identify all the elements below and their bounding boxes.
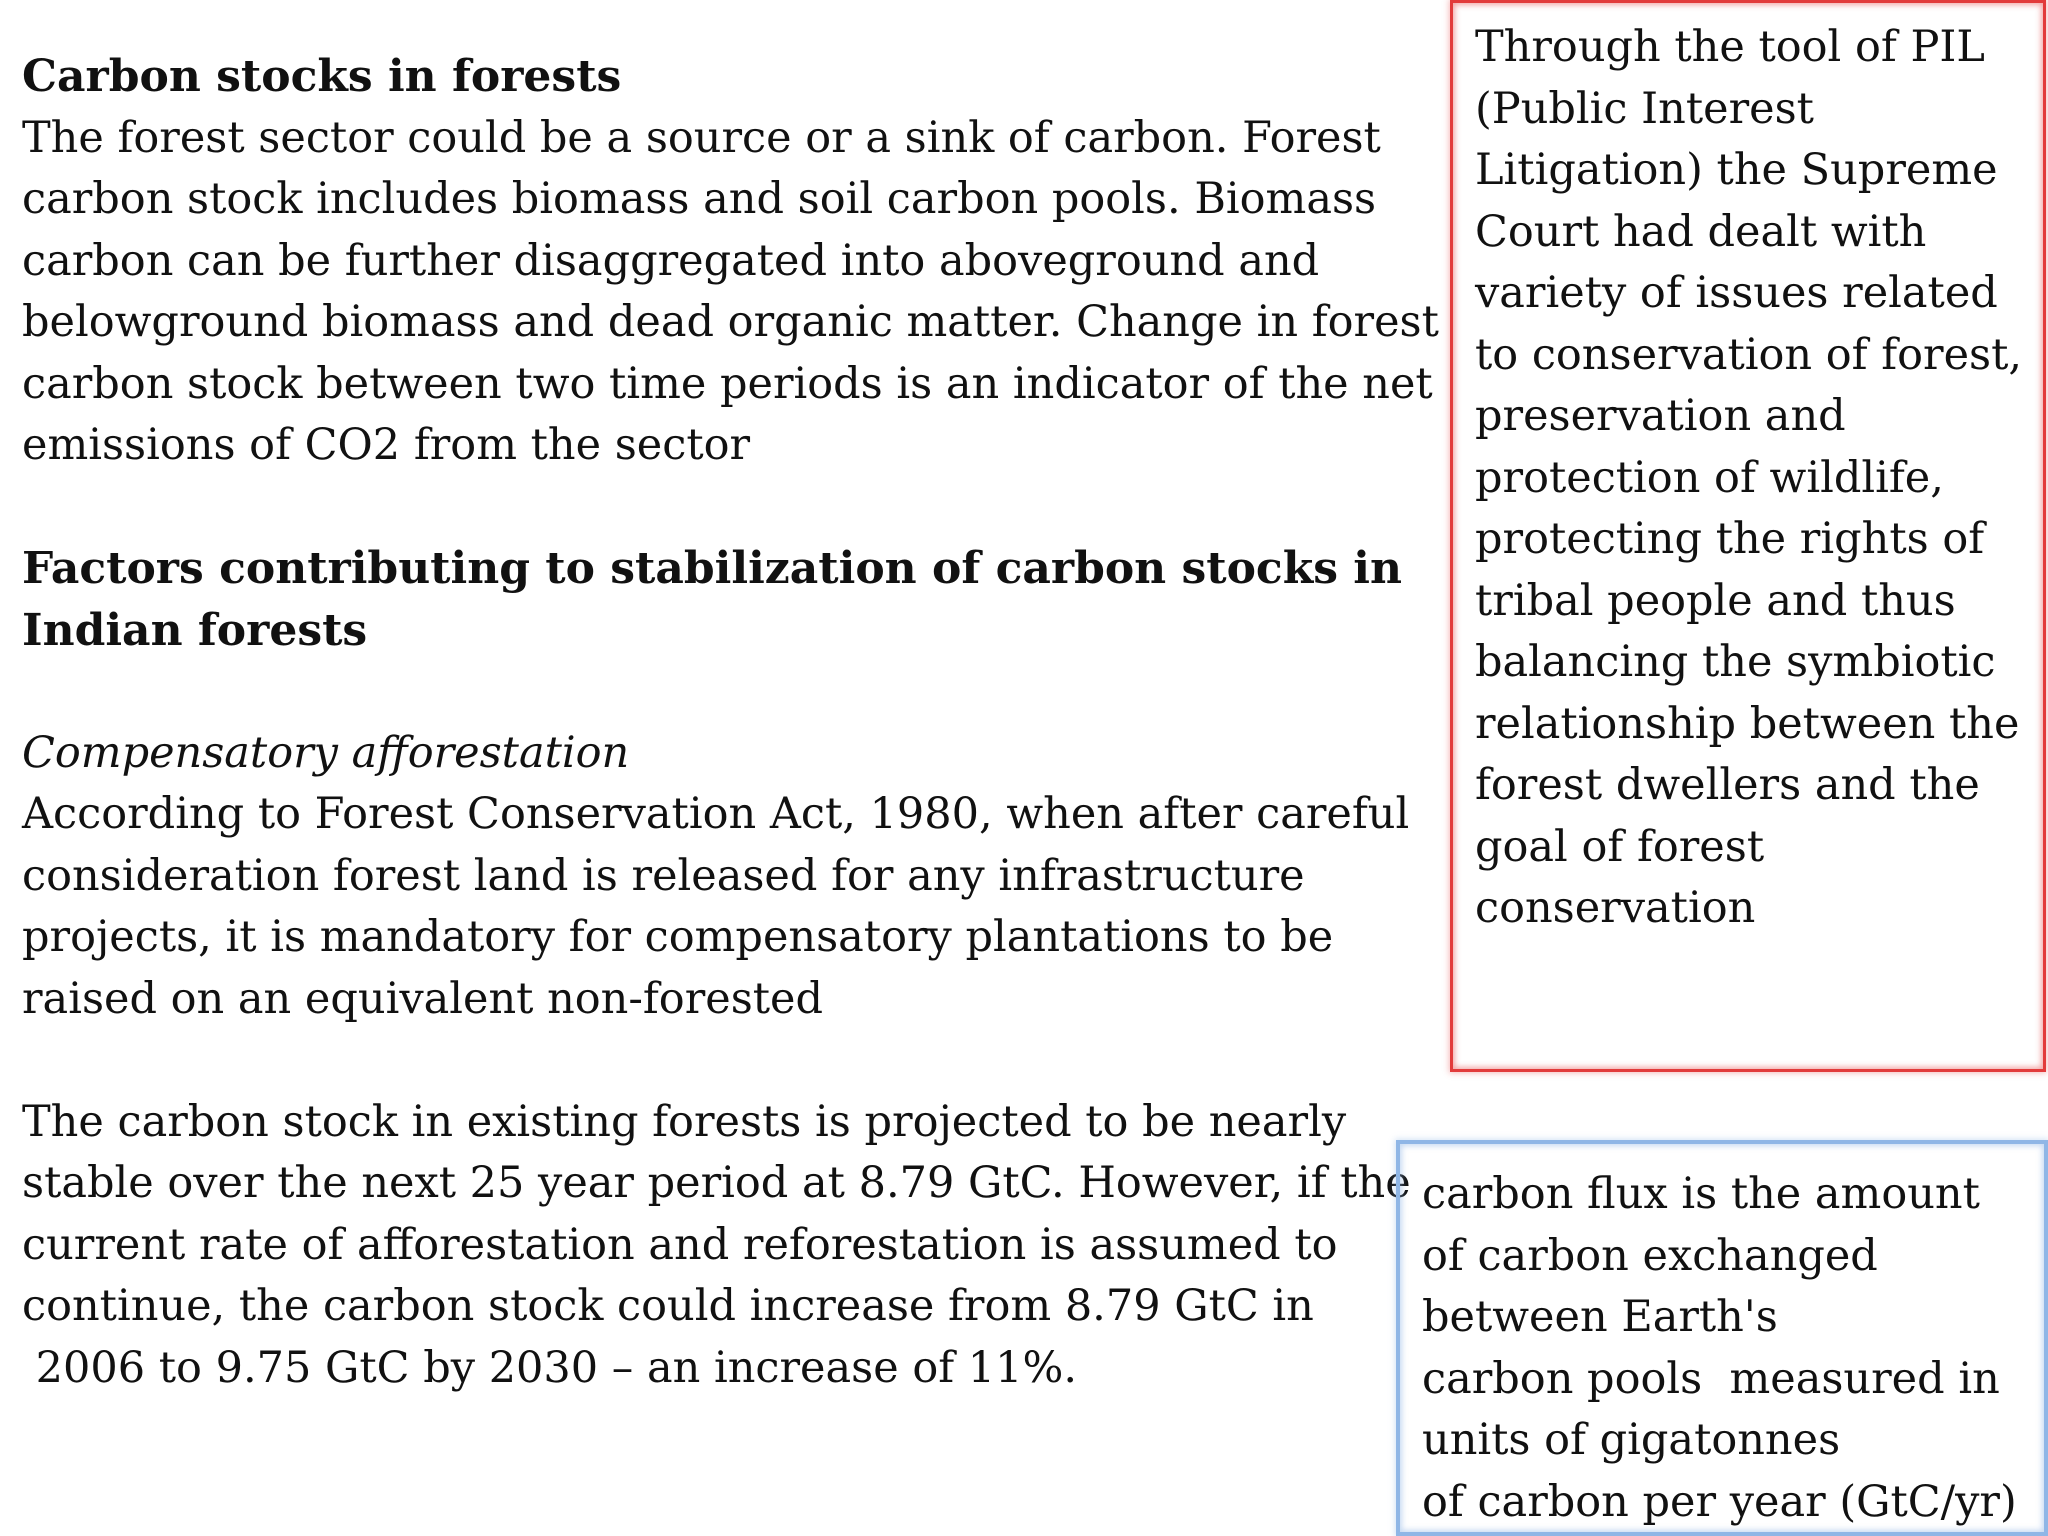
paragraph-line: carbon can be further disaggregated into aboveground and <box>22 235 1320 286</box>
note-line: balancing the symbiotic <box>1475 637 1996 687</box>
heading-line: Indian forests <box>22 604 368 656</box>
paragraph-line: belowground biomass and dead organic matter. Change in forest <box>22 297 1439 347</box>
paragraph-line: The carbon stock in existing forests is projected to be nearly <box>22 1096 1347 1147</box>
note-line: relationship between the <box>1475 698 2020 749</box>
paragraph-line: carbon stock between two time periods is an indicator of the net <box>22 358 1433 409</box>
note-line: carbon pools measured in <box>1422 1353 2000 1404</box>
note-line: preservation and <box>1475 391 1846 441</box>
section-heading-factors <box>22 538 1432 661</box>
spacer <box>22 477 1432 539</box>
spacer <box>22 661 1432 723</box>
paragraph-line: current rate of afforestation and reforestation is assumed to <box>22 1219 1338 1270</box>
compensatory-afforestation-paragraph <box>22 784 1432 1030</box>
subheading-compensatory-afforestation: Compensatory afforestation <box>22 727 630 778</box>
note-line: variety of issues related <box>1475 268 1998 318</box>
paragraph-line: stable over the next 25 year period at 8.79 GtC. However, if the <box>22 1158 1411 1208</box>
section-heading-carbon-stocks: Carbon stocks in forests <box>22 51 622 102</box>
note-line: carbon flux is the amount <box>1422 1169 1980 1219</box>
note-line: protection of wildlife, <box>1475 452 1944 503</box>
heading-line: Factors contributing to stabilization of carbon stocks in <box>22 543 1403 594</box>
paragraph-line: continue, the carbon stock could increase from 8.79 GtC in <box>22 1281 1314 1331</box>
carbon-stocks-paragraph <box>22 108 1439 477</box>
paragraph-line: projects, it is mandatory for compensatory plantations to be <box>22 912 1334 962</box>
paragraph-line: The forest sector could be a source or a sink of carbon. Forest <box>22 112 1381 163</box>
paragraph-line: raised on an equivalent non-forested <box>22 973 824 1024</box>
note-line: to conservation of forest, <box>1475 329 2023 380</box>
main-text-column <box>22 46 1439 1399</box>
note-line: tribal people and thus <box>1475 575 1956 626</box>
note-line: of carbon exchanged <box>1422 1230 1878 1281</box>
carbon-flux-note-box <box>1396 1140 2048 1536</box>
note-line: conservation <box>1475 883 1756 933</box>
note-line: Through the tool of PIL <box>1475 22 1985 72</box>
spacer <box>22 1030 1432 1092</box>
note-line: protecting the rights of <box>1475 514 1985 564</box>
paragraph-line: According to Forest Conservation Act, 1980, when after careful <box>22 789 1410 839</box>
note-line: between Earth's <box>1422 1292 1778 1342</box>
note-line: of carbon per year (GtC/yr) <box>1422 1476 2017 1527</box>
paragraph-line: carbon stock includes biomass and soil carbon pools. Biomass <box>22 174 1377 224</box>
note-line: (Public Interest <box>1475 83 1814 134</box>
paragraph-line: 2006 to 9.75 GtC by 2030 – an increase of 11%. <box>22 1342 1078 1393</box>
carbon-projection-paragraph <box>22 1092 1432 1400</box>
note-line: units of gigatonnes <box>1422 1415 1841 1465</box>
note-line: Litigation) the Supreme <box>1475 145 1998 195</box>
note-line: Court had dealt with <box>1475 206 1927 257</box>
paragraph-line: consideration forest land is released for any infrastructure <box>22 850 1305 901</box>
paragraph-line: emissions of CO2 from the sector <box>22 420 751 470</box>
note-line: goal of forest <box>1475 821 1765 872</box>
pil-note-box <box>1450 0 2046 1072</box>
note-line: forest dwellers and the <box>1475 760 1980 810</box>
